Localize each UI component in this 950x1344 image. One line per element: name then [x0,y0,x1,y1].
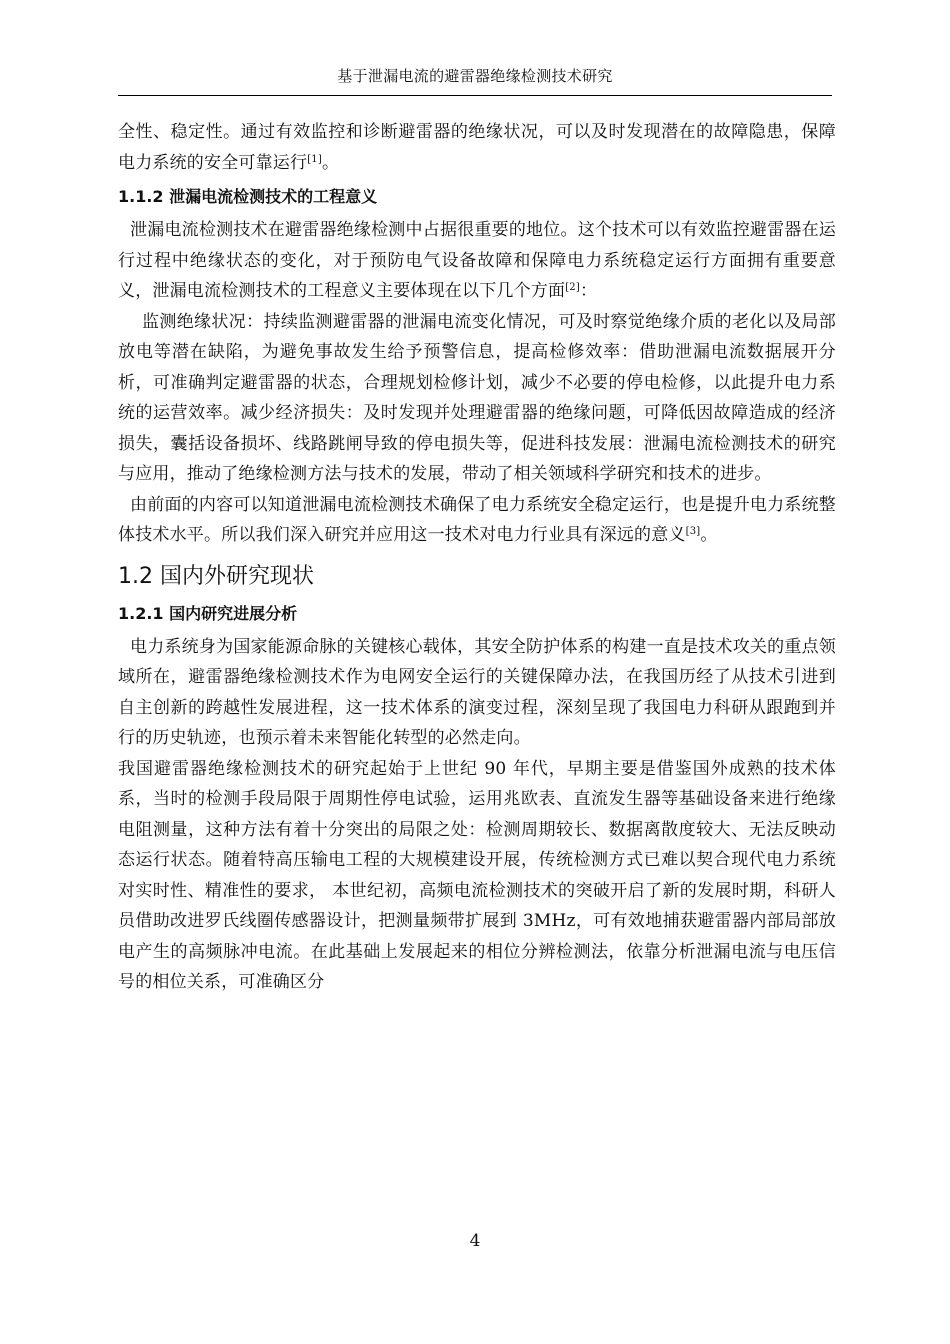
paragraph-1-text: 全性、稳定性。通过有效监控和诊断避雷器的绝缘状况，可以及时发现潜在的故障隐患，保障电力系统的安全可靠运行 [118,122,836,173]
citation-2: [2] [565,282,580,293]
paragraph-3: 监测绝缘状况：持续监测避雷器的泄漏电流变化情况，可及时察觉绝缘介质的老化以及局部放电等潜在缺陷，为避免事故发生给予预警信息，提高检修效率：借助泄漏电流数据展开分析，可准确判定避雷器的状态，合理规划检修计划，减少不必要的停电检修，以此提升电力系统的运营效率。减少经济损失：及时发现并处理避雷器的绝缘问题，可降低因故障造成的经济损失，囊括设备损坏、线路跳闸导致的停电损失等，促进科技发展：泄漏电流检测技术的研究与应用，推动了绝缘检测方法与技术的发展，带动了相关领域科学研究和技术的进步。 [118,311,836,484]
section-heading-1-2-1: 1.2.1 国内研究进展分析 [118,603,298,623]
paragraph-4 [118,490,836,551]
paragraph-2-text: 泄漏电流检测技术在避雷器绝缘检测中占据很重要的地位。这个技术可以有效监控避雷器在运行过程中绝缘状态的变化，对于预防电气设备故障和保障电力系统稳定运行方面拥有重要意义，泄漏电流检测技术的工程意义主要体现在以下几个方面 [118,220,836,301]
paragraph-2 [118,215,836,307]
section-heading-1-1-2: 1.1.2 泄漏电流检测技术的工程意义 [118,187,378,206]
paragraph-1-tail: 。 [321,152,340,173]
page-body [118,117,836,998]
page-number: 4 [469,1231,481,1251]
paragraph-1 [118,117,836,178]
header-rule [118,95,832,96]
section-heading-1-2: 1.2 国内外研究现状 [118,563,314,589]
citation-3: [3] [685,526,701,537]
running-header: 基于泄漏电流的避雷器绝缘检测技术研究 [337,67,613,85]
paragraph-6: 我国避雷器绝缘检测技术的研究起始于上世纪 90 年代，早期主要是借鉴国外成熟的技术体系，当时的检测手段局限于周期性停电试验，运用兆欧表、直流发生器等基础设备来进行绝缘电阻测量，这种方法有着十分突出的局限之处：检测周期较长、数据离散度较大、无法反映动态运行状态。随着特高压输电工程的大规模建设开展，传统检测方式已难以契合现代电力系统对实时性、精准性的要求， 本世纪初，高频电流检测技术的突破开启了新的发展时期，科研人员借助改进罗氏线圈传感器设计，把测量频带扩展到 3MHz，可有效地捕获避雷器内部局部放电产生的高频脉冲电流。在此基础上发展起来的相位分辨检测法，依靠分析泄漏电流与电压信号的相位关系，可准确区分 [118,758,836,992]
paragraph-2-tail: ： [579,281,598,301]
citation-1: [1] [307,153,322,165]
paragraph-5: 电力系统身为国家能源命脉的关键核心载体，其安全防护体系的构建一直是技术攻关的重点领域所在，避雷器绝缘检测技术作为电网安全运行的关键保障办法，在我国历经了从技术引进到自主创新的跨越性发展进程，这一技术体系的演变过程，深刻呈现了我国电力科研从跟跑到并行的历史轨迹，也预示着未来智能化转型的必然走向。 [118,636,836,748]
paragraph-4-tail: 。 [700,525,718,545]
paragraph-4-text: 由前面的内容可以知道泄漏电流检测技术确保了电力系统安全稳定运行，也是提升电力系统整体技术水平。所以我们深入研究并应用这一技术对电力行业具有深远的意义 [118,494,836,545]
